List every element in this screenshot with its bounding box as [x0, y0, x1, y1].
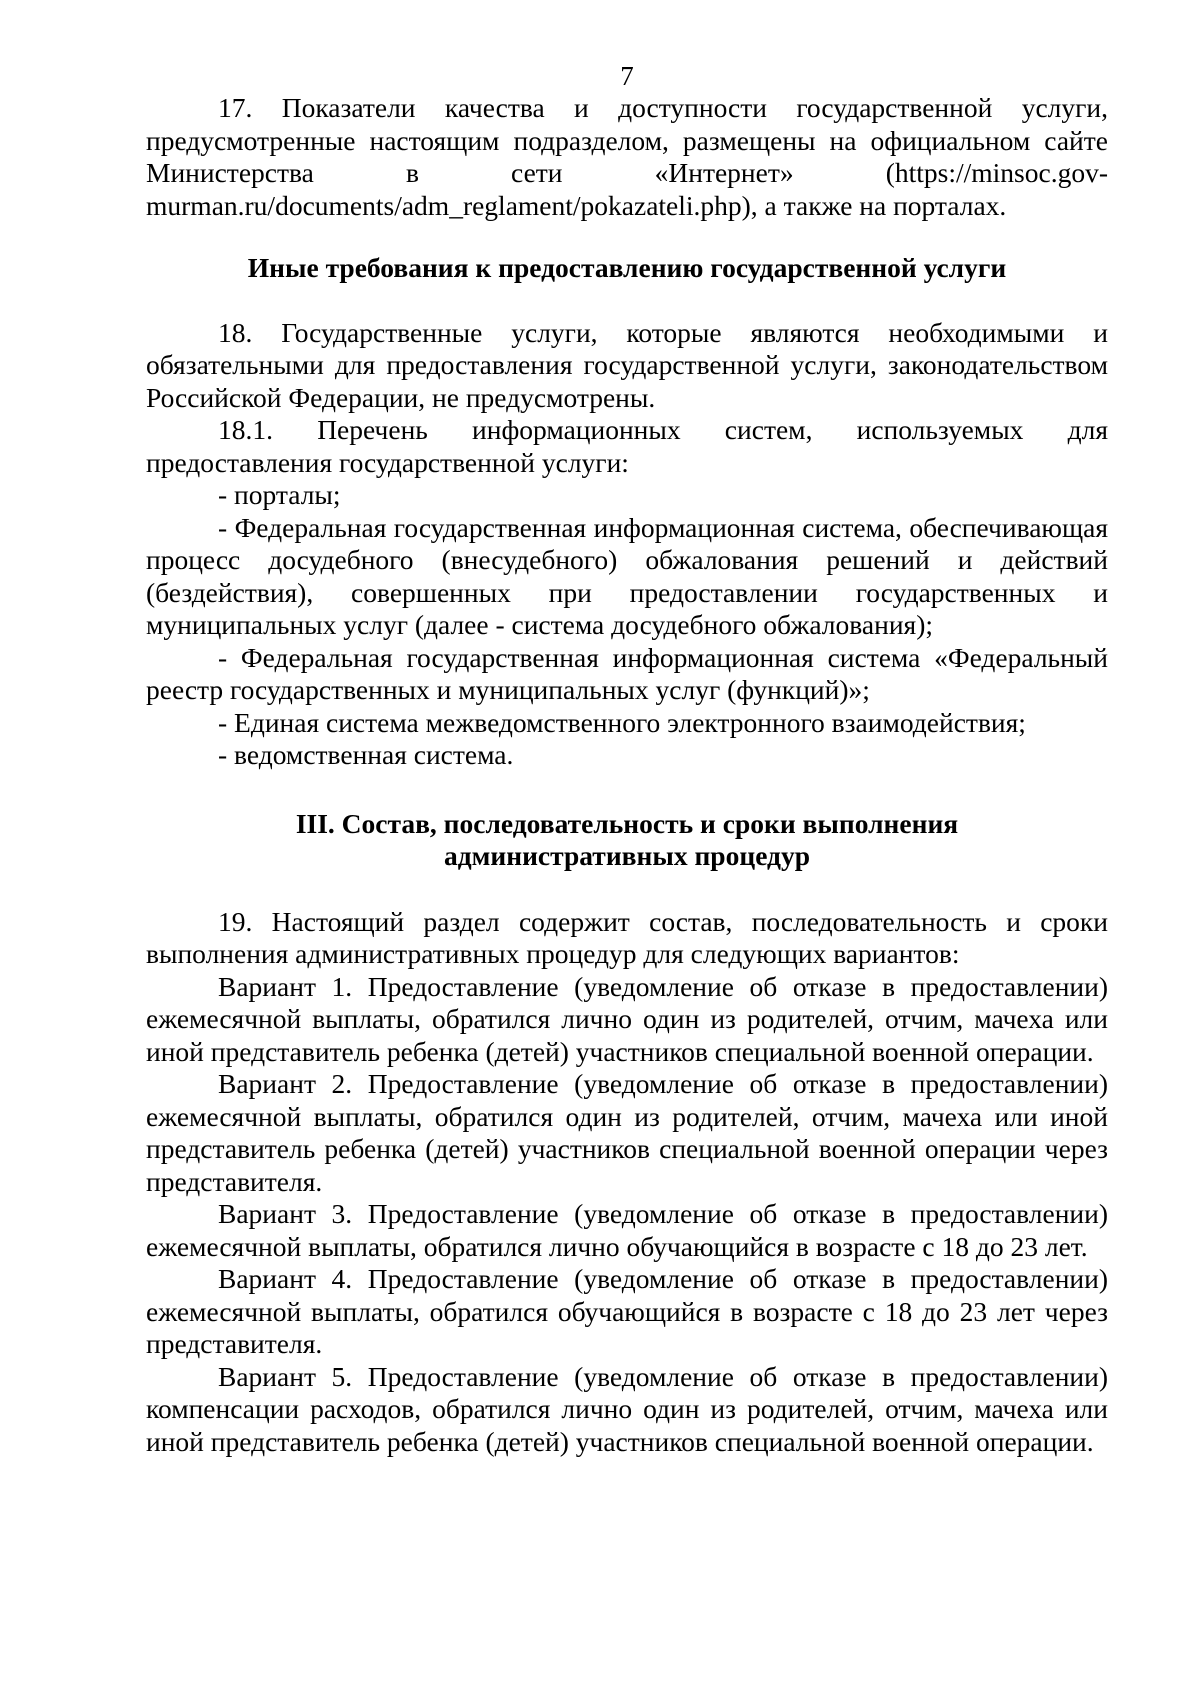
page-number: 7 — [620, 61, 634, 91]
paragraph-19: 19. Настоящий раздел содержит состав, последовательность и сроки выполнения административных процедур для следующих вариантов: — [146, 905, 1108, 969]
variant-paragraph: Вариант 5. Предоставление (уведомление об отказе в предоставлении) компенсации расходов, обратился лично один из родителей, отчим, мачеха или иной представитель ребенка (детей) участников специальной военной операции. — [146, 1360, 1108, 1457]
list-item: - ведомственная система. — [218, 739, 514, 770]
section-heading-other-requirements: Иные требования к предоставлению государственной услуги — [247, 252, 1007, 283]
list-item: - порталы; — [218, 479, 341, 510]
paragraph-18-1: 18.1. Перечень информационных систем, используемых для предоставления государственной услуги: — [146, 414, 1108, 478]
section-heading-iii-line1: III. Состав, последовательность и сроки выполнения — [295, 807, 959, 839]
variant-paragraph: Вариант 2. Предоставление (уведомление об отказе в предоставлении) ежемесячной выплаты, обратился один из родителей, отчим, мачеха или иной представитель ребенка (детей) участников специальной военной операции через представителя. — [146, 1068, 1108, 1197]
section-heading-iii-line2: административных процедур — [444, 840, 810, 871]
paragraph-18: 18. Государственные услуги, которые являются необходимыми и обязательными для предоставления государственной услуги, законодательством Российской Федерации, не предусмотрены. — [146, 316, 1108, 413]
list-item: - Федеральная государственная информационная система «Федеральный реестр государственных и муниципальных услуг (функций)»; — [146, 641, 1108, 705]
paragraph-17: 17. Показатели качества и доступности государственной услуги, предусмотренные настоящим подразделом, размещены на официальном сайте Министерства в сети «Интернет» (https://minsoc.gov-murman.ru/documents/adm_reglament/pokazateli.php), а также на порталах. — [146, 92, 1108, 221]
variant-paragraph: Вариант 1. Предоставление (уведомление об отказе в предоставлении) ежемесячной выплаты, обратился лично один из родителей, отчим, мачеха или иной представитель ребенка (детей) участников специальной военной операции. — [146, 970, 1108, 1067]
list-item: - Федеральная государственная информационная система, обеспечивающая процесс досудебного (внесудебного) обжалования решений и действий (бездействия), совершенных при предоставлении государственных и муниципальных услуг (далее - система досудебного обжалования); — [146, 511, 1108, 640]
section-heading-iii — [146, 808, 1108, 873]
variant-paragraph: Вариант 3. Предоставление (уведомление об отказе в предоставлении) ежемесячной выплаты, обратился лично обучающийся в возрасте с 18 до 23 лет. — [146, 1198, 1108, 1262]
list-item: - Единая система межведомственного электронного взаимодействия; — [218, 706, 1026, 738]
variant-paragraph: Вариант 4. Предоставление (уведомление об отказе в предоставлении) ежемесячной выплаты, обратился обучающийся в возрасте с 18 до 23 лет через представителя. — [146, 1263, 1108, 1359]
